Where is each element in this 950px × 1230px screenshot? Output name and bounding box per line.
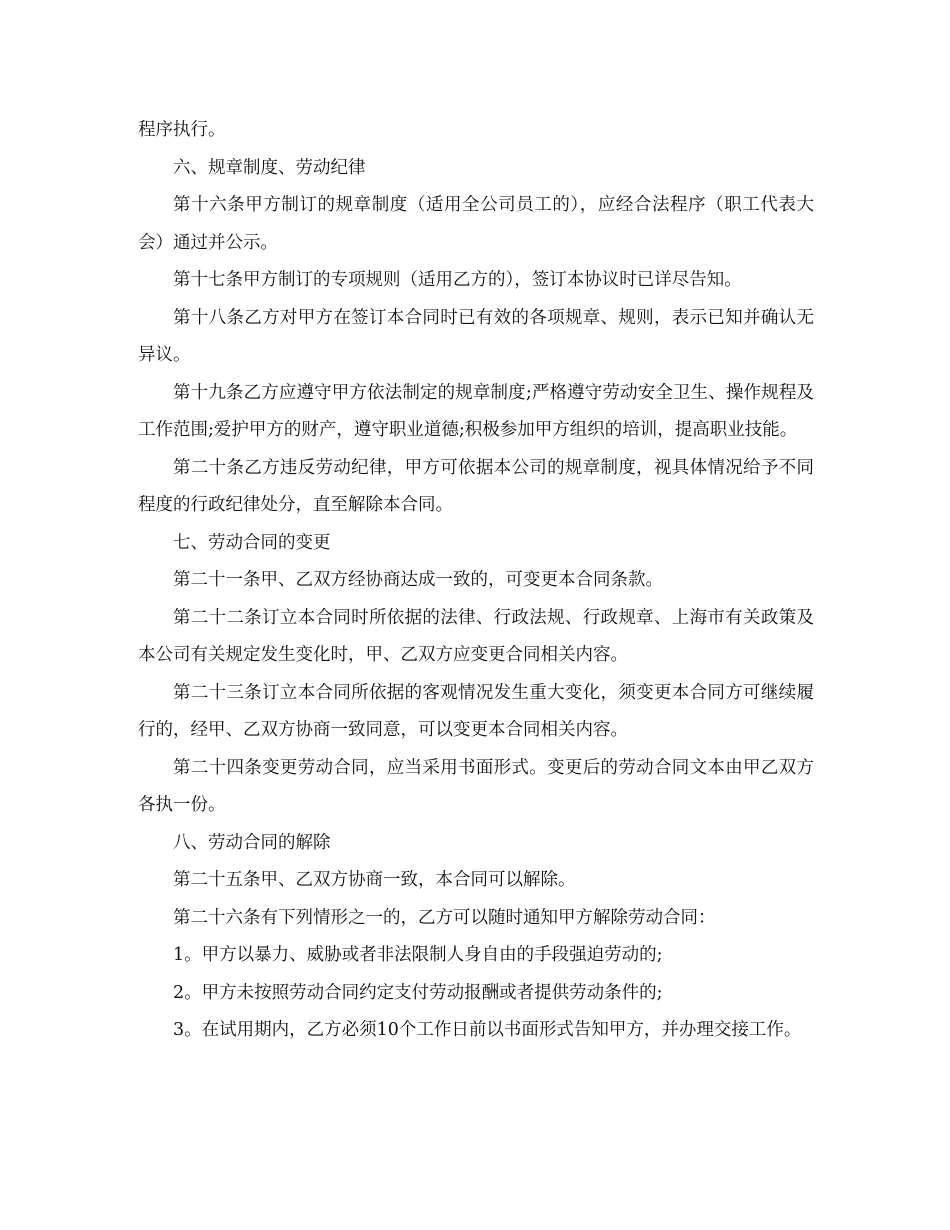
article-16: 第十六条甲方制订的规章制度（适用全公司员工的），应经合法程序（职工代表大会）通过并公示。: [138, 195, 814, 253]
section-heading-contract-termination: 八、劳动合同的解除: [173, 832, 331, 853]
article-20: 第二十条乙方违反劳动纪律，甲方可依据本公司的规章制度，视具体情况给予不同程度的行政纪律处分，直至解除本合同。: [138, 457, 814, 515]
article-22: 第二十二条订立本合同时所依据的法律、行政法规、行政规章、上海市有关政策及本公司有关规定发生变化时，甲、乙双方应变更合同相关内容。: [138, 607, 814, 665]
article-24: 第二十四条变更劳动合同，应当采用书面形式。变更后的劳动合同文本由甲乙双方各执一份。: [138, 757, 814, 815]
article-26: 第二十六条有下列情形之一的，乙方可以随时通知甲方解除劳动合同：: [173, 907, 716, 928]
article-17: 第十七条甲方制订的专项规则（适用乙方的），签订本协议时已详尽告知。: [173, 270, 742, 290]
article-25: 第二十五条甲、乙双方协商一致，本合同可以解除。: [173, 870, 576, 890]
list-item-3: 3。在试用期内，乙方必须10个工作日前以书面形式告知甲方，并办理交接工作。: [173, 1020, 802, 1040]
paragraph-continuation: 程序执行。: [138, 120, 226, 140]
document-body: [138, 112, 814, 1050]
article-18: 第十八条乙方对甲方在签订本合同时已有效的各项规章、规则，表示已知并确认无异议。: [138, 307, 814, 365]
section-heading-contract-change: 七、劳动合同的变更: [173, 532, 331, 553]
article-19: 第十九条乙方应遵守甲方依法制定的规章制度;严格遵守劳动安全卫生、操作规程及工作范围;爱护甲方的财产，遵守职业道德;积极参加甲方组织的培训，提高职业技能。: [138, 382, 814, 440]
section-heading-rules-discipline: 六、规章制度、劳动纪律: [173, 157, 366, 178]
list-item-1: 1。甲方以暴力、威胁或者非法限制人身自由的手段强迫劳动的;: [173, 945, 663, 965]
article-21: 第二十一条甲、乙双方经协商达成一致的，可变更本合同条款。: [173, 570, 663, 590]
list-item-2: 2。甲方未按照劳动合同约定支付劳动报酬或者提供劳动条件的;: [173, 982, 663, 1003]
article-23: 第二十三条订立本合同所依据的客观情况发生重大变化，须变更本合同方可继续履行的，经甲、乙双方协商一致同意，可以变更本合同相关内容。: [138, 682, 814, 740]
